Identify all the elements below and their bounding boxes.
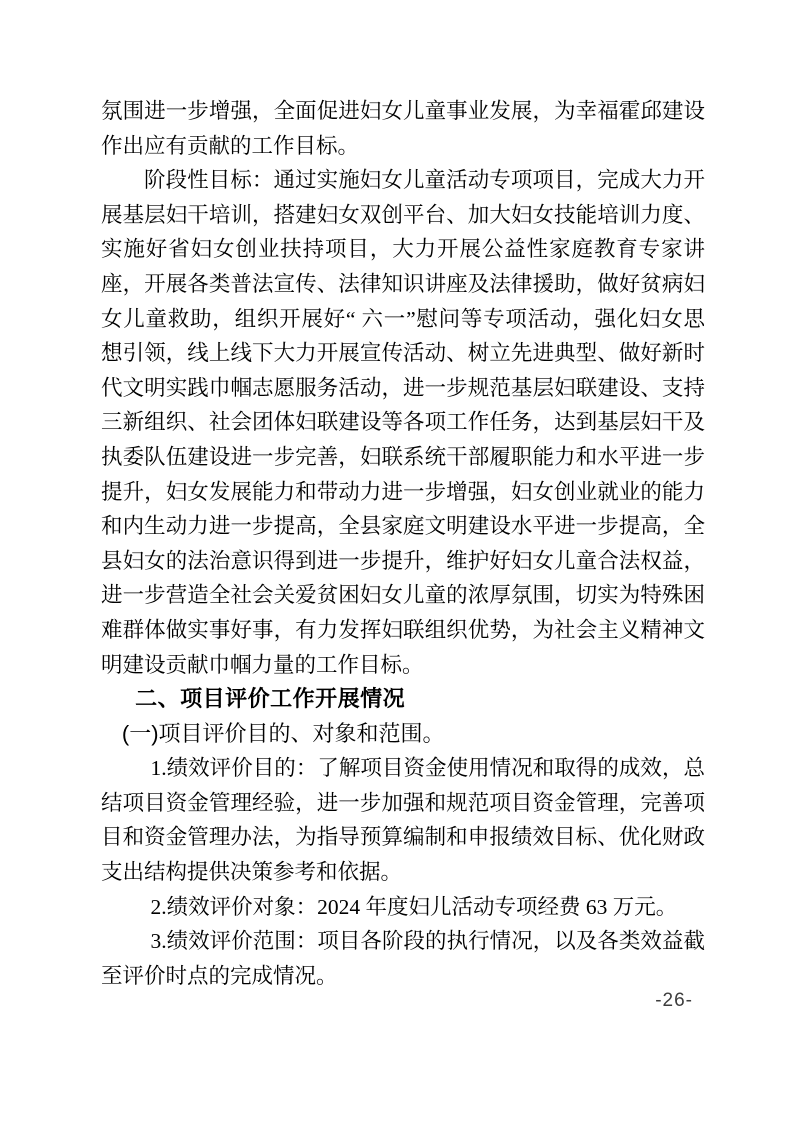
paragraph-evaluation-purpose: 1.绩效评价目的：了解项目资金使用情况和取得的成效，总结项目资金管理经验，进一步加强和规范项目资金管理，完善项目和资金管理办法，为指导预算编制和申报绩效目标、优化财政支出结构提供决策参考和依据。 bbox=[101, 756, 705, 885]
paragraph-evaluation-object: 2.绩效评价对象：2024 年度妇儿活动专项经费 63 万元。 bbox=[150, 894, 678, 919]
paragraph-stage-goals: 阶段性目标：通过实施妇女儿童活动专项项目，完成大力开展基层妇干培训，搭建妇女双创平台、加大妇女技能培训力度、实施好省妇女创业扶持项目，大力开展公益性家庭教育专家讲座，开展各类普法宣传、法律知识讲座及法律援助，做好贫病妇女儿童救助，组织开展好“ 六一”慰问等专项活动，强化妇女思想引领，线上线下大力开展宣传活动、树立先进典型、做好新时代文明实践巾帼志愿服务活动，进一步规范基层妇联建设、支持三新组织、社会团体妇联建设等各项工作任务，达到基层妇干及执委队伍建设进一步完善，妇联系统干部履职能力和水平进一步提升，妇女发展能力和带动力进一步增强，妇女创业就业的能力和内生动力进一步提高，全县家庭文明建设水平进一步提高，全县妇女的法治意识得到进一步提升，维护好妇女儿童合法权益，进一步营造全社会关爱贫困妇女儿童的浓厚氛围，切实为特殊困难群体做实事好事，有力发挥妇联组织优势，为社会主义精神文明建设贡献巾帼力量的工作目标。 bbox=[101, 168, 705, 677]
paragraph-continuation: 氛围进一步增强，全面促进妇女儿童事业发展，为幸福霍邱建设作出应有贡献的工作目标。 bbox=[101, 99, 705, 158]
paragraph-evaluation-scope: 3.绩效评价范围：项目各阶段的执行情况，以及各类效益截至评价时点的完成情况。 bbox=[101, 929, 705, 988]
section-heading: 二、项目评价工作开展情况 bbox=[135, 686, 406, 712]
document-body bbox=[101, 94, 705, 993]
page-number: -26- bbox=[655, 990, 693, 1011]
subsection-heading: (一)项目评价目的、对象和范围。 bbox=[121, 720, 445, 746]
